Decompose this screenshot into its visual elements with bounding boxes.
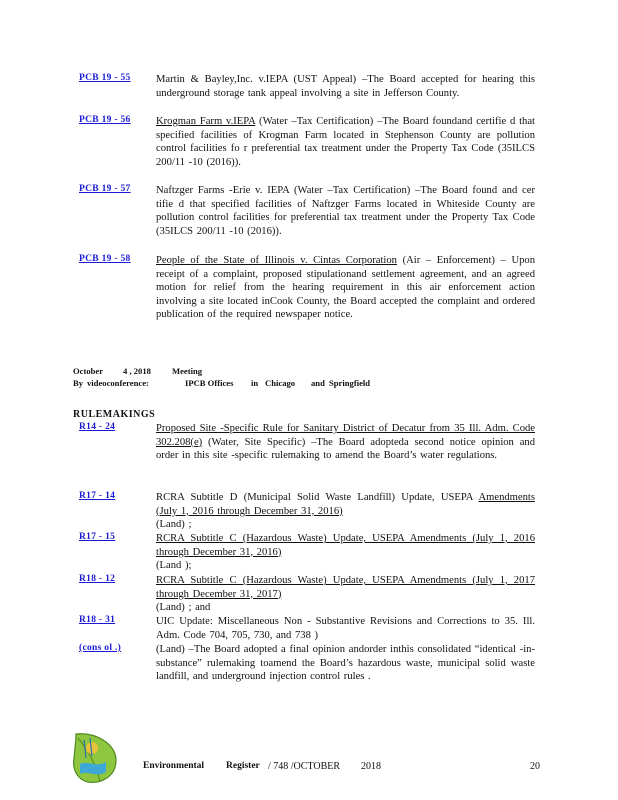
rulemaking-description (156, 422, 535, 463)
footer-publication: Environmental (143, 761, 205, 771)
case-body: (Air – Enforcement) – Upon receipt of a complaint, proposed stipulationand settlement agreement, and an agreed motion for relief from the hearing requirement in this air enforcement action involving a site located inCook County, the Board accepted the complaint and ordered publication of the required newspaper notice. (156, 255, 535, 321)
meeting-city-2: Springfield (329, 378, 371, 388)
case-entry-pcb-19-57 (79, 184, 535, 238)
meeting-videoconference: videoconference: (87, 378, 149, 388)
meeting-offices: IPCB Offices (185, 378, 234, 388)
case-title: Krogman Farm v.IEPA (156, 116, 256, 127)
case-body: (Water –Tax Certification) –The Board foundand certifie d that specified facilities of Krogman Farm located in Stephenson County are pollution control facilities fo r preferential tax treatment under the Property Tax Code (35ILCS 200/11 -10 (2016)). (156, 116, 535, 168)
rulemaking-entry-r17-14 (79, 491, 535, 532)
case-title: People of the State of Illinois v. Cintas Corporation (156, 255, 397, 266)
rulemaking-title-plain: RCRA Subtitle D (Municipal Solid Waste Landfill) Update, USEPA (156, 492, 479, 503)
case-description: Naftzger Farms -Erie v. IEPA (Water –Tax Certification) –The Board found and cer tifie d that specified facilities of Naftzger Farms located in Whiteside County are pollution control facilities for preferential tax treatment under the Property Tax Code (35ILCS 200/11 -10 (2016)). (156, 185, 535, 237)
rulemaking-title: Amendments (July 1, 2016 through December 31, 2016) (156, 492, 535, 517)
rulemaking-media: (Land ); (156, 560, 192, 572)
case-link[interactable]: PCB 19 - 56 (79, 115, 131, 125)
rulemaking-entry-r17-15 (79, 532, 535, 573)
page-footer (0, 730, 618, 790)
case-entry-pcb-19-56 (79, 115, 535, 169)
rulemaking-link[interactable]: R17 - 14 (79, 491, 116, 501)
rulemaking-link[interactable]: R17 - 15 (79, 532, 116, 542)
rulemaking-link[interactable]: (cons ol .) (79, 643, 122, 653)
footer-page-number: 20 (530, 761, 540, 772)
rulemaking-description: (Land) –The Board adopted a final opinion andorder inthis consolidated “identical -in-substance” rulemaking toamend the Board’s hazardous waste, municipal solid waste landfill, and underground injection control rules . (156, 644, 535, 683)
case-entry-pcb-19-58 (79, 254, 535, 322)
section-title-rulemakings: RULEMAKINGS (73, 409, 156, 420)
case-entry-pcb-19-55 (79, 73, 535, 100)
rulemaking-entry-consolidated (79, 643, 535, 684)
footer-year: 2018 (361, 761, 381, 772)
case-description (156, 115, 535, 169)
rulemaking-entry-r18-31 (79, 615, 535, 642)
meeting-label: Meeting (172, 366, 203, 376)
meeting-in: in (251, 378, 259, 388)
rulemaking-description (156, 574, 535, 615)
case-description: Martin & Bayley,Inc. v.IEPA (UST Appeal) –The Board accepted for hearing this underground storage tank appeal involving a site in Jefferson County. (156, 74, 535, 99)
case-description (156, 254, 535, 322)
footer-issue: / 748 /OCTOBER (268, 761, 341, 772)
rulemaking-media: (Land) ; and (156, 602, 211, 614)
rulemaking-title: Proposed Site -Specific Rule for Sanitary District of Decatur from 35 Ill. Adm. Code 302.208(e) (156, 423, 535, 448)
meeting-day: 4 , 2018 (123, 366, 151, 376)
rulemaking-body: (Water, Site Specific) –The Board adopteda second notice opinion and order in this site -specific rulemaking to amend the Board’s water regulations. (156, 436, 535, 462)
rulemaking-link[interactable]: R18 - 12 (79, 574, 116, 584)
meeting-location-row (73, 377, 370, 389)
meeting-date-row (73, 365, 370, 377)
meeting-by: By (73, 378, 84, 388)
meeting-month: October (73, 366, 104, 376)
rulemaking-title: RCRA Subtitle C (Hazardous Waste) Update, USEPA Amendments (July 1, 2016 through December 31, 2016) (156, 533, 535, 558)
rulemaking-entry-r18-12 (79, 574, 535, 615)
footer-register: Register (226, 761, 260, 771)
rulemaking-description: UIC Update: Miscellaneous Non - Substantive Revisions and Corrections to 35. Ill. Adm. Code 704, 705, 730, and 738 ) (156, 616, 535, 641)
rulemaking-link[interactable]: R18 - 31 (79, 615, 116, 625)
rulemaking-entry-r14-24 (79, 422, 535, 463)
case-link[interactable]: PCB 19 - 55 (79, 73, 131, 83)
leaf-logo-icon (66, 730, 122, 791)
rulemaking-description (156, 532, 535, 573)
meeting-city-1: Chicago (265, 378, 296, 388)
rulemaking-media: (Land) ; (156, 519, 192, 531)
rulemaking-title: RCRA Subtitle C (Hazardous Waste) Update, USEPA Amendments (July 1, 2017 through December 31, 2017) (156, 575, 535, 600)
meeting-header (73, 365, 370, 389)
case-link[interactable]: PCB 19 - 57 (79, 184, 131, 194)
meeting-and: and (311, 378, 325, 388)
rulemaking-link[interactable]: R14 - 24 (79, 422, 116, 432)
case-link[interactable]: PCB 19 - 58 (79, 254, 131, 264)
rulemaking-description (156, 491, 535, 532)
